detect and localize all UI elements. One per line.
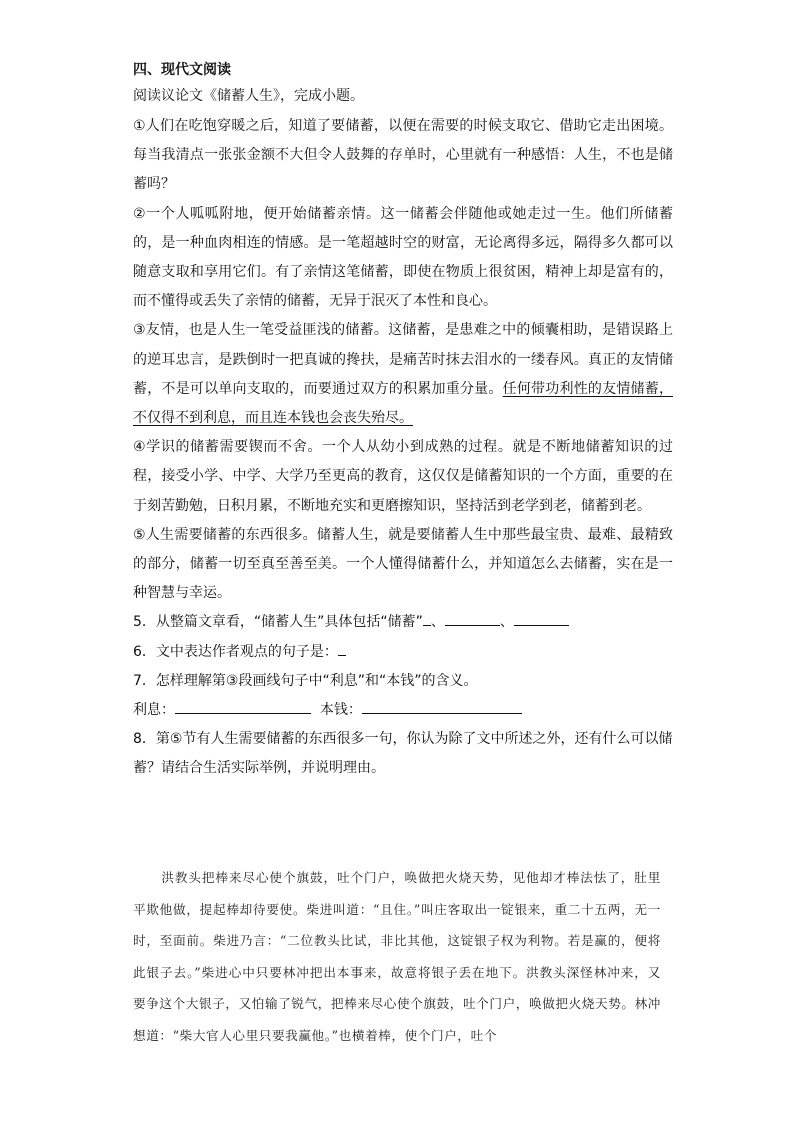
question-7-answers: [133, 696, 673, 725]
article-paragraph-2: ②一个人呱呱附地，便开始储蓄亲情。这一储蓄会伴随他或她走过一生。他们所储蓄的，是一种血肉相连的情感。是一笔超越时空的财富，无论离得多远，隔得多久都可以随意支取和享用它们。有了亲情这笔储蓄，即使在物质上很贫困，精神上却是富有的，而不懂得或丢失了亲情的储蓄，无异于泯灭了本性和良心。: [133, 205, 673, 310]
reading-intro: 阅读议论文《储蓄人生》，完成小题。: [133, 88, 364, 104]
question-5-separator-2: 、: [499, 614, 514, 631]
document-page: [133, 60, 673, 784]
question-7: 7．怎样理解第③段画线句子中“利息”和“本钱”的含义。: [133, 672, 478, 689]
question-8: 8．第⑤节有人生需要储蓄的东西很多一句，你认为除了文中所述之外，还有什么可以储蓄？请结合生活实际举例，并说明理由。: [133, 731, 673, 777]
answer-blank-principal[interactable]: [362, 699, 522, 714]
answer-label-interest: 利息：: [133, 702, 175, 719]
answer-blank-5a[interactable]: [423, 611, 431, 626]
underlined-sentence: 任何带功利性的友情储蓄，不仅得不到利息，而且连本钱也会丧失殆尽。: [133, 380, 674, 427]
classical-excerpt: [133, 862, 661, 1052]
question-5: [133, 608, 673, 637]
answer-blank-6[interactable]: [338, 641, 346, 656]
answer-label-principal: 本钱：: [319, 702, 362, 719]
article-paragraph-4: ④学识的储蓄需要锲而不舍。一个人从幼小到成熟的过程。就是不断地储蓄知识的过程，接受小学、中学、大学乃至更高的教育，这仅仅是储蓄知识的一个方面，重要的在于刻苦勤勉，日积月累，不断地充实和更磨擦知识，坚持活到老学到老，储蓄到老。: [133, 439, 673, 514]
question-5-text: 5．从整篇文章看，“储蓄人生”具体包括“储蓄”: [133, 614, 423, 631]
article-paragraph-5: ⑤人生需要储蓄的东西很多。储蓄人生，就是要储蓄人生中那些最宝贵、最难、最精致的部分，储蓄一切至真至善至美。一个人懂得储蓄什么，并知道怎么去储蓄，实在是一种智慧与幸运。: [133, 526, 673, 602]
question-6: [133, 638, 673, 667]
article-paragraph-3: [133, 316, 673, 433]
answer-blank-5c[interactable]: [514, 611, 569, 626]
classical-excerpt-text: 洪教头把棒来尽心使个旗鼓，吐个门户，唤做把火烧天势，见他却才棒法怯了，肚里平欺他做，提起棒却待要使。柴进叫道：“且住。”叫庄客取出一锭银来，重二十五两，无一时，至面前。柴进乃言：“二位教头比试，非比其他，这锭银子权为利物。若是赢的，便将此银子去。”柴进心中只要林冲把出本事来，故意将银子丢在地下。洪教头深怪林冲来，又要争这个大银子，又怕输了锐气，把棒来尽心使个旗鼓，吐个门户，唤做把火烧天势。林冲想道：“柴大官人心里只要我赢他。”也横着棒，使个门户，吐个: [133, 870, 661, 1043]
question-6-text: 6．文中表达作者观点的句子是：: [133, 643, 338, 660]
answer-blank-5b[interactable]: [445, 611, 500, 626]
section-heading: 四、现代文阅读: [133, 62, 231, 78]
answer-blank-interest[interactable]: [175, 699, 311, 714]
article-paragraph-1: ①人们在吃饱穿暖之后，知道了要储蓄，以便在需要的时候支取它、借助它走出困境。每当我清点一张张金额不大但令人鼓舞的存单时，心里就有一种感悟：人生，不也是储蓄吗？: [133, 118, 673, 193]
article-paragraph-3-text: ③友情，也是人生一笔受益匪浅的储蓄。这储蓄，是患难之中的倾囊相助，是错误路上的逆耳忠言，是跌倒时一把真诚的搀扶，是痛苦时抹去泪水的一缕春风。真正的友情储蓄，不是可以单向支取的，而要通过双方的积累加重分量。: [133, 322, 673, 397]
question-5-separator-1: 、: [430, 614, 445, 631]
